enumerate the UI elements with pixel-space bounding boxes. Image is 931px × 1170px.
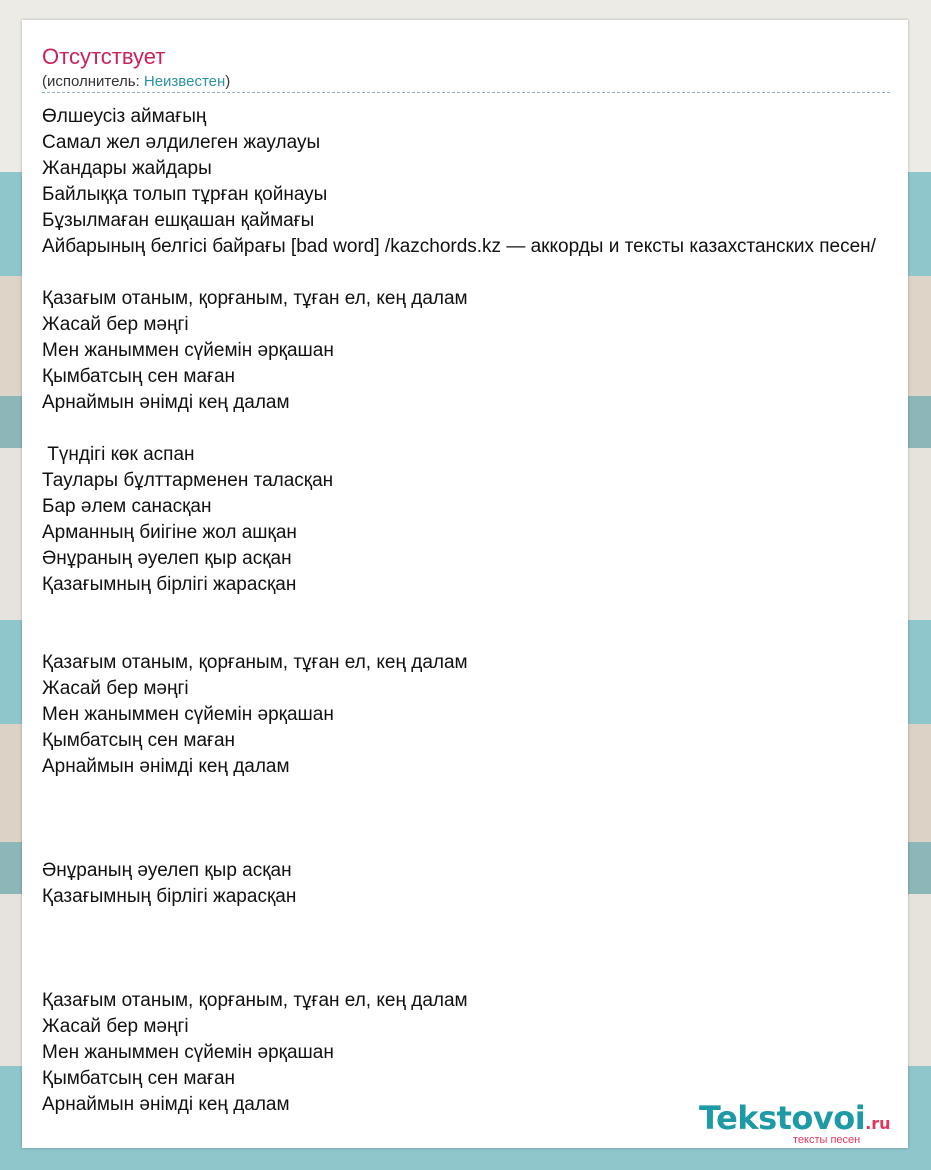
lyric-line: Қазағым отаным, қорғаным, тұған ел, кең далам <box>42 652 468 673</box>
lyric-line: Қымбатсың сен маған <box>42 366 236 387</box>
lyric-line: Байлыққа толып тұрған қойнауы <box>42 184 328 205</box>
lyric-line <box>42 962 908 988</box>
lyric-line: Қазағымның бірлігі жарасқан <box>42 886 297 907</box>
logo-tagline: тексты песен <box>793 1134 861 1146</box>
lyric-line: Мен жаныммен сүйемін әрқашан <box>42 340 334 361</box>
artist-link[interactable]: Неизвестен <box>143 73 226 90</box>
artist-prefix: (исполнитель: <box>42 73 144 90</box>
lyric-line: Арнаймын әнімді кең далам <box>42 1094 290 1115</box>
lyric-line: Айбарының белгісі байрағы [bad word] /kazchords.kz — аккорды и тексты казахстанских песен/ <box>42 236 876 257</box>
lyric-line <box>42 910 908 936</box>
lyric-line <box>42 806 908 832</box>
lyric-line <box>42 598 908 624</box>
lyric-line: Қазағым отаным, қорғаным, тұған ел, кең далам <box>42 990 468 1011</box>
lyric-line <box>42 936 908 962</box>
site-logo[interactable] <box>699 1100 904 1148</box>
lyric-line: Қазағым отаным, қорғаным, тұған ел, кең далам <box>42 288 468 309</box>
logo-name: Tekstovoi <box>699 1099 866 1137</box>
lyric-line: Самал жел әлдилеген жаулауы <box>42 132 321 153</box>
artist-line <box>42 72 230 92</box>
lyric-line: Қымбатсың сен маған <box>42 730 236 751</box>
lyric-line: Жасай бер мәңгі <box>42 678 189 699</box>
lyric-line <box>42 624 908 650</box>
lyric-line: Арнаймын әнімді кең далам <box>42 756 290 777</box>
lyric-line: Бұзылмаған ешқашан қаймағы <box>42 210 315 231</box>
lyric-line: Өлшеусіз аймағың <box>42 106 207 127</box>
lyric-line: Таулары бұлттарменен таласқан <box>42 470 334 491</box>
lyric-line: Мен жаныммен сүйемін әрқашан <box>42 704 334 725</box>
lyric-line: Әнұраның әуелеп қыр асқан <box>42 860 292 881</box>
lyric-line: Әнұраның әуелеп қыр асқан <box>42 548 292 569</box>
lyrics-body <box>42 104 908 1118</box>
song-title: Отсутствует <box>42 44 166 69</box>
lyrics-card <box>22 20 908 1148</box>
artist-suffix: ) <box>225 73 231 90</box>
lyric-line: Арнаймын әнімді кең далам <box>42 392 290 413</box>
lyric-line <box>42 832 908 858</box>
logo-tld: .ru <box>865 1114 891 1133</box>
lyric-line: Қазағымның бірлігі жарасқан <box>42 574 297 595</box>
lyric-line <box>42 260 908 286</box>
lyric-line: Жандары жайдары <box>42 158 212 179</box>
lyric-line: Бар әлем санасқан <box>42 496 212 517</box>
title-divider <box>42 92 890 93</box>
lyric-line <box>42 416 908 442</box>
lyric-line: Арманның биігіне жол ашқан <box>42 522 297 543</box>
lyric-line: Қымбатсың сен маған <box>42 1068 236 1089</box>
lyric-line: Түндігі көк аспан <box>42 444 195 465</box>
lyric-line: Жасай бер мәңгі <box>42 1016 189 1037</box>
lyric-line: Мен жаныммен сүйемін әрқашан <box>42 1042 334 1063</box>
lyric-line: Жасай бер мәңгі <box>42 314 189 335</box>
lyric-line <box>42 780 908 806</box>
